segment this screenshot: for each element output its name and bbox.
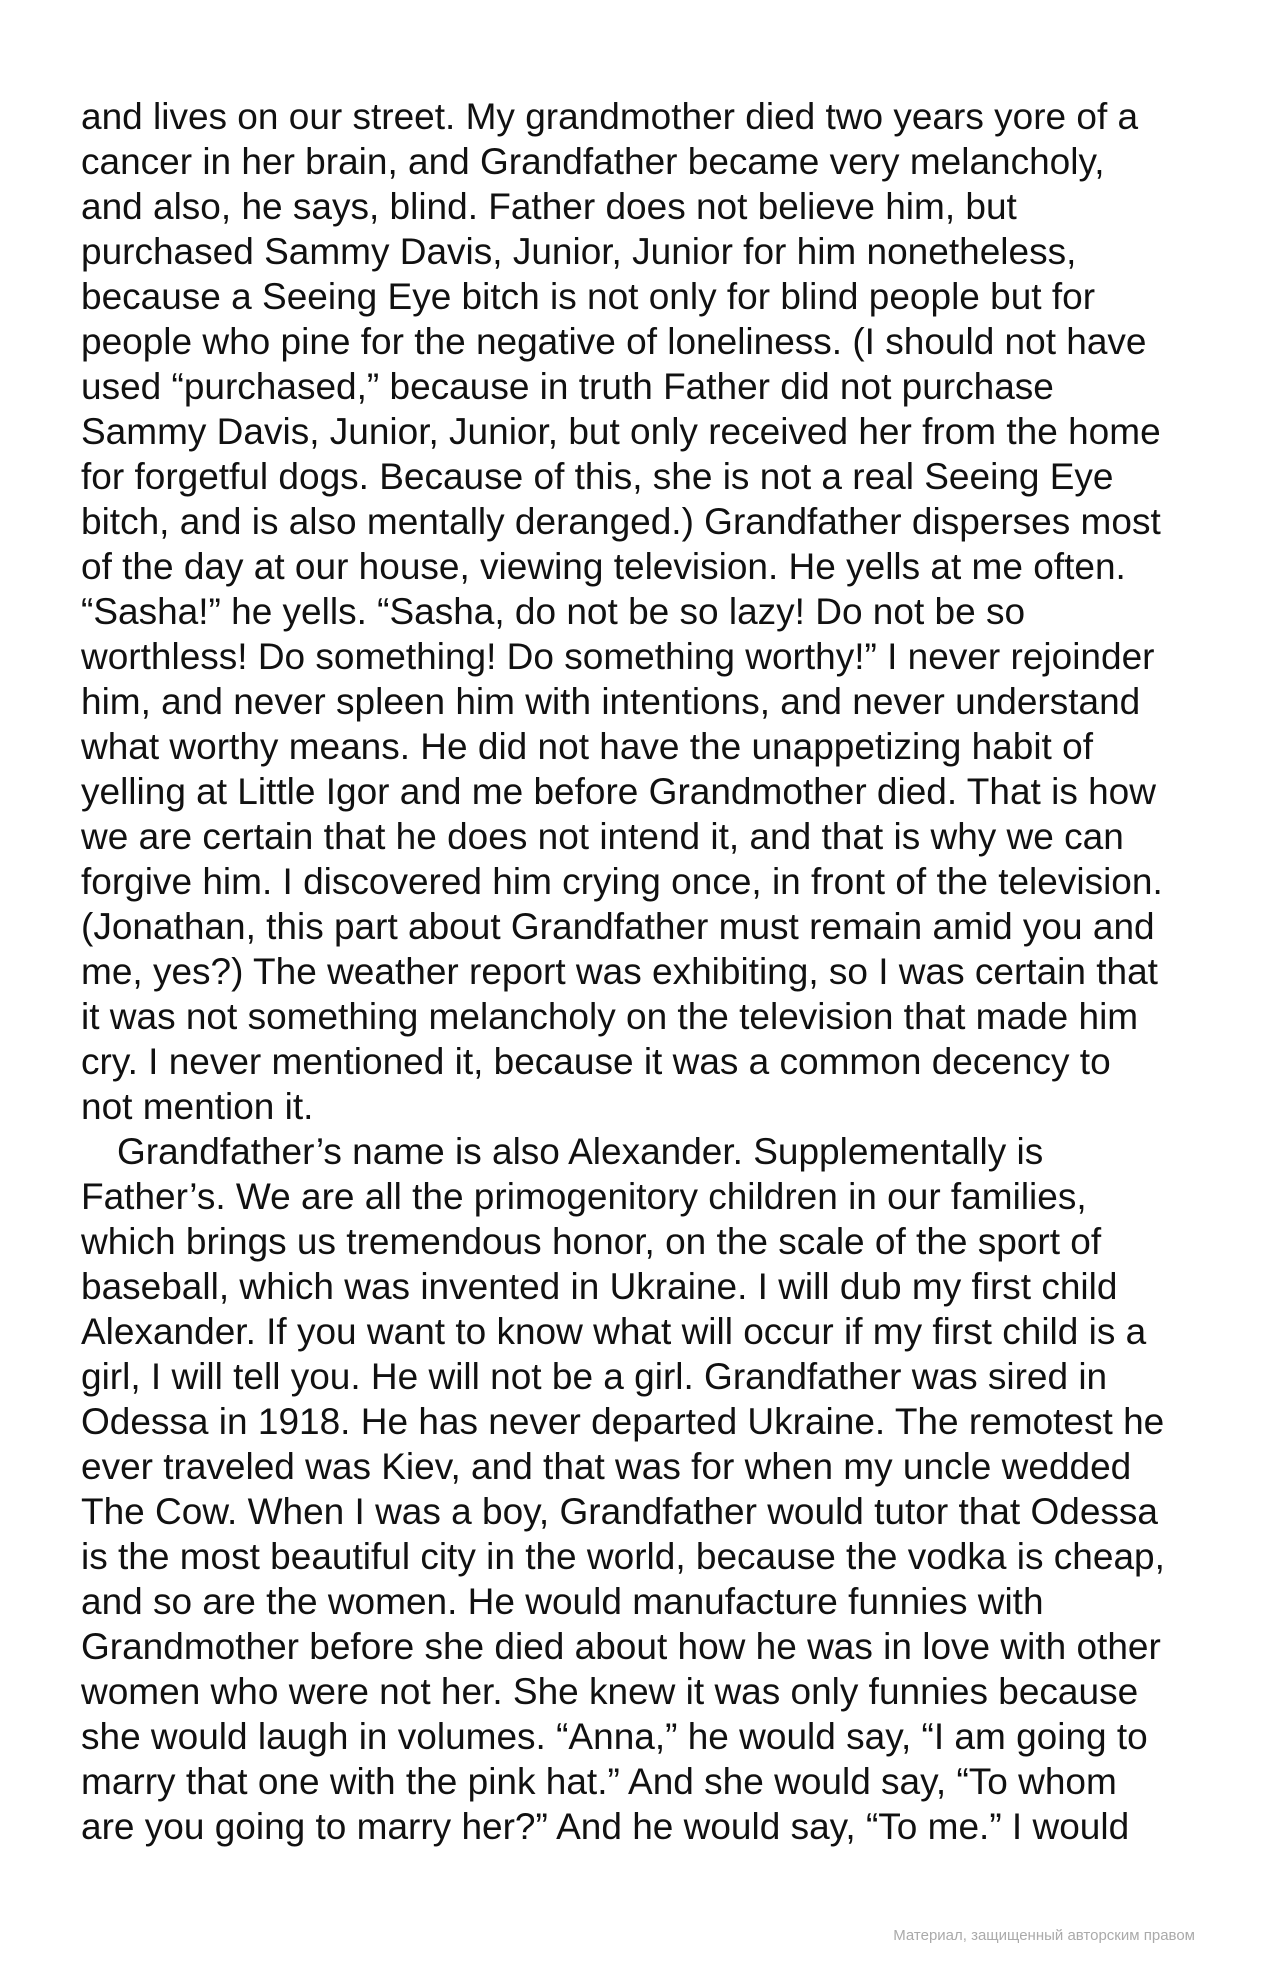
body-text	[81, 94, 1206, 1849]
text-line: people who pine for the negative of loneliness. (I should not have	[81, 321, 1147, 362]
text-line: and also, he says, blind. Father does not believe him, but	[81, 186, 1017, 227]
text-line: worthless! Do something! Do something worthy!” I never rejoinder	[81, 636, 1155, 677]
text-line: me, yes?) The weather report was exhibiting, so I was certain that	[81, 951, 1158, 992]
text-line: ever traveled was Kiev, and that was for when my uncle wedded	[81, 1446, 1132, 1487]
text-line: for forgetful dogs. Because of this, she is not a real Seeing Eye	[81, 456, 1114, 497]
text-line: forgive him. I discovered him crying once, in front of the television.	[81, 861, 1163, 902]
text-line: what worthy means. He did not have the unappetizing habit of	[81, 726, 1093, 767]
text-line: used “purchased,” because in truth Father did not purchase	[81, 366, 1054, 407]
text-line: Alexander. If you want to know what will occur if my first child is a	[81, 1311, 1147, 1352]
copyright-watermark: Материал, защищенный авторским правом	[893, 1927, 1195, 1944]
text-line: cancer in her brain, and Grandfather became very melancholy,	[81, 141, 1105, 182]
text-line: yelling at Little Igor and me before Grandmother died. That is how	[81, 771, 1156, 812]
text-line: which brings us tremendous honor, on the scale of the sport of	[81, 1221, 1102, 1262]
text-line-content: Grandfather’s name is also Alexander. Supplementally is	[117, 1131, 1044, 1172]
text-line: women who were not her. She knew it was only funnies because	[81, 1671, 1139, 1712]
text-line: bitch, and is also mentally deranged.) Grandfather disperses most	[81, 501, 1161, 542]
text-line: purchased Sammy Davis, Junior, Junior for him nonetheless,	[81, 231, 1077, 272]
text-line: and lives on our street. My grandmother died two years yore of a	[81, 96, 1139, 137]
text-line: because a Seeing Eye bitch is not only for blind people but for	[81, 276, 1096, 317]
paragraph-1	[81, 94, 1206, 1129]
text-line: Father’s. We are all the primogenitory children in our families,	[81, 1176, 1087, 1217]
text-line: Odessa in 1918. He has never departed Ukraine. The remotest he	[81, 1401, 1165, 1442]
text-line: is the most beautiful city in the world, because the vodka is cheap,	[81, 1536, 1165, 1577]
text-line: are you going to marry her?” And he would say, “To me.” I would	[81, 1806, 1130, 1847]
text-line: girl, I will tell you. He will not be a girl. Grandfather was sired in	[81, 1356, 1108, 1397]
text-line: cry. I never mentioned it, because it was a common decency to	[81, 1041, 1111, 1082]
text-line: The Cow. When I was a boy, Grandfather would tutor that Odessa	[81, 1491, 1158, 1532]
text-line: Sammy Davis, Junior, Junior, but only received her from the home	[81, 411, 1161, 452]
text-line: “Sasha!” he yells. “Sasha, do not be so lazy! Do not be so	[81, 591, 1026, 632]
text-line: she would laugh in volumes. “Anna,” he would say, “I am going to	[81, 1716, 1148, 1757]
paragraph-2	[81, 1129, 1206, 1849]
text-line: of the day at our house, viewing television. He yells at me often.	[81, 546, 1126, 587]
text-line: baseball, which was invented in Ukraine. I will dub my first child	[81, 1266, 1118, 1307]
text-line: him, and never spleen him with intentions, and never understand	[81, 681, 1141, 722]
text-line: marry that one with the pink hat.” And she would say, “To whom	[81, 1761, 1117, 1802]
text-line: it was not something melancholy on the television that made him	[81, 996, 1139, 1037]
text-line: (Jonathan, this part about Grandfather must remain amid you and	[81, 906, 1155, 947]
text-line-indented	[81, 1129, 1206, 1174]
text-line: Grandmother before she died about how he was in love with other	[81, 1626, 1161, 1667]
text-line: and so are the women. He would manufacture funnies with	[81, 1581, 1044, 1622]
text-line: we are certain that he does not intend it, and that is why we can	[81, 816, 1124, 857]
text-line: not mention it.	[81, 1086, 314, 1127]
